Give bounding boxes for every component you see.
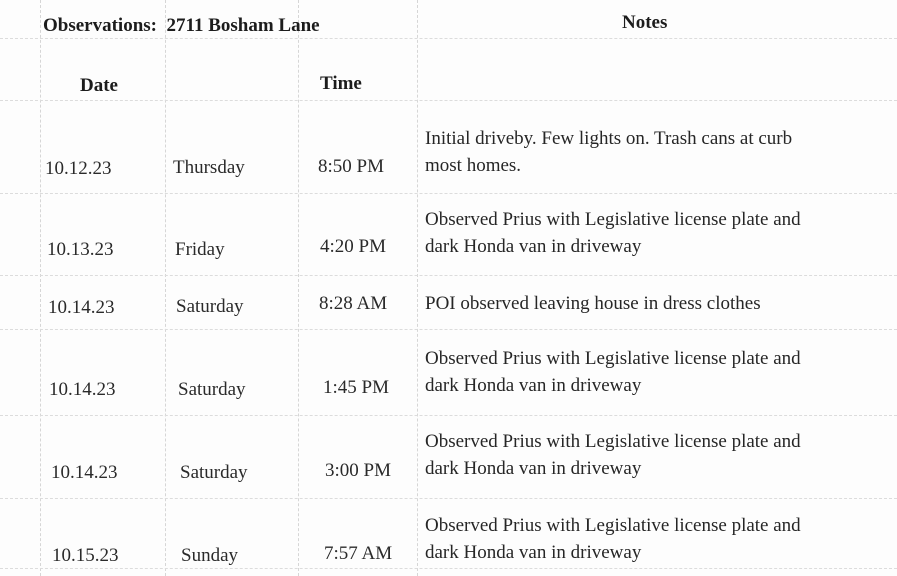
day-cell: Saturday [180,462,248,483]
note-cell [425,428,887,482]
time-cell: 1:45 PM [323,377,389,398]
time-cell: 7:57 AM [324,543,393,564]
note-line: dark Honda van in driveway [425,236,642,257]
date-heading: Date [80,75,118,96]
note-cell [425,290,887,317]
grid-line [417,0,418,576]
note-line: Initial driveby. Few lights on. Trash cans at curb [425,128,793,149]
note-line: most homes. [425,155,522,176]
grid-line [0,329,897,330]
note-line: Observed Prius with Legislative license plate and [425,209,801,230]
page-title [43,15,320,37]
grid-line [0,568,897,569]
grid-line [0,100,897,101]
note-line: Observed Prius with Legislative license plate and [425,348,801,369]
date-cell: 10.12.23 [45,158,112,179]
note-cell [425,345,887,399]
time-cell: 3:00 PM [325,460,391,481]
date-cell: 10.14.23 [48,297,115,318]
day-cell: Friday [175,239,225,260]
time-cell: 8:50 PM [318,156,384,177]
time-cell: 4:20 PM [320,236,386,257]
note-line: dark Honda van in driveway [425,542,642,563]
observations-label: Observations: [43,15,157,36]
day-cell: Saturday [176,296,244,317]
day-cell: Sunday [181,545,238,566]
grid-line [298,0,299,576]
grid-line [0,275,897,276]
grid-line [0,193,897,194]
note-cell [425,125,887,179]
date-cell: 10.13.23 [47,239,114,260]
time-cell: 8:28 AM [319,293,388,314]
note-line: dark Honda van in driveway [425,375,642,396]
note-line: POI observed leaving house in dress clothes [425,293,761,314]
grid-line [0,415,897,416]
note-line: dark Honda van in driveway [425,458,642,479]
address: 2711 Bosham Lane [166,15,320,36]
grid-line [0,498,897,499]
note-line: Observed Prius with Legislative license plate and [425,515,801,536]
note-cell [425,512,887,566]
date-cell: 10.14.23 [49,379,116,400]
date-cell: 10.15.23 [52,545,119,566]
day-cell: Thursday [173,157,245,178]
note-line: Observed Prius with Legislative license plate and [425,431,801,452]
time-heading: Time [320,73,362,94]
date-cell: 10.14.23 [51,462,118,483]
grid-line [165,0,166,576]
note-cell [425,206,887,260]
grid-line [0,38,897,39]
day-cell: Saturday [178,379,246,400]
notes-heading: Notes [622,12,668,33]
grid-line [40,0,41,576]
